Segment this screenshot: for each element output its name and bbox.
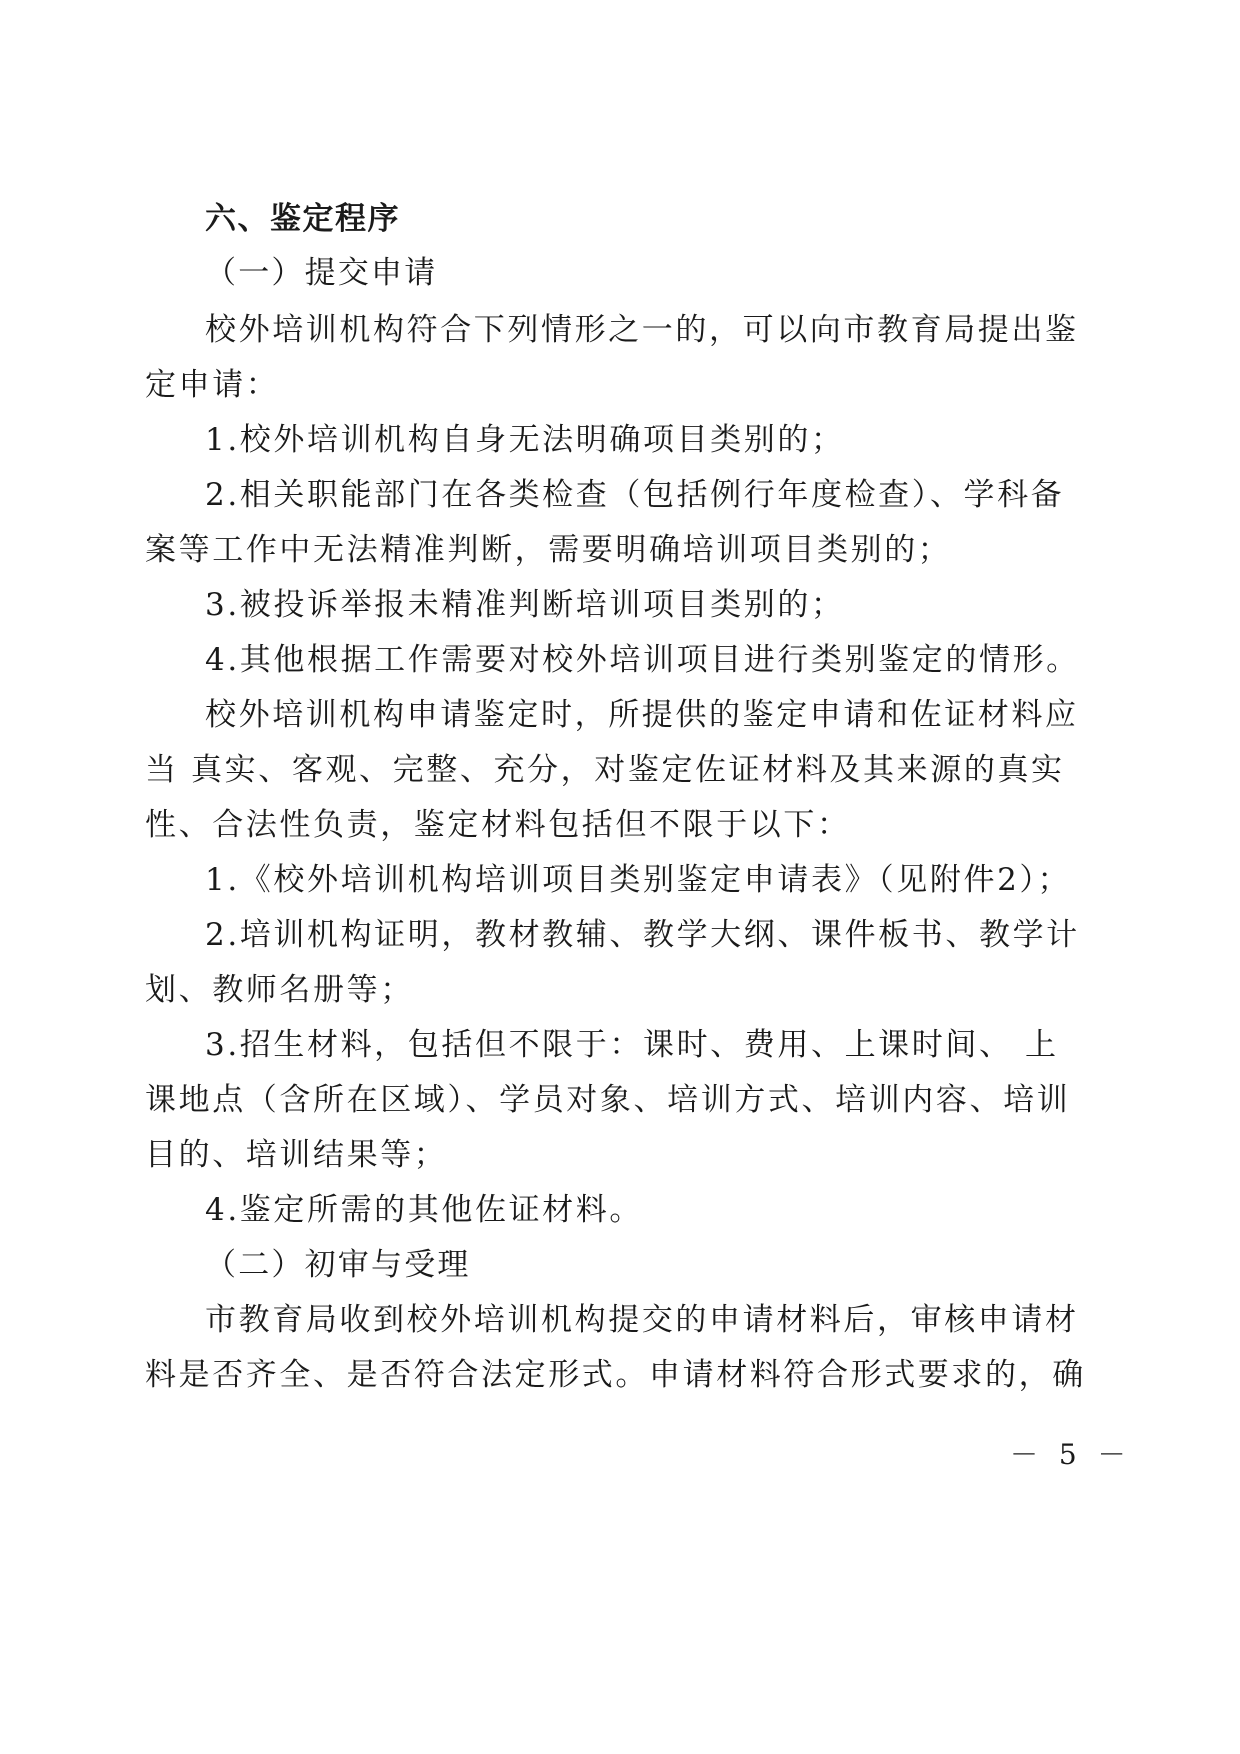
paragraph-line: 校外培训机构申请鉴定时，所提供的鉴定申请和佐证材料应 [205, 697, 1079, 733]
list-item: 1.校外培训机构自身无法明确项目类别的； [205, 422, 845, 458]
paragraph-line: 当 真实、客观、完整、充分，对鉴定佐证材料及其来源的真实 [145, 752, 1065, 788]
list-item: 3.招生材料，包括但不限于：课时、费用、上课时间、 上 [205, 1027, 1059, 1063]
list-item-continuation: 案等工作中无法精准判断，需要明确培训项目类别的； [145, 532, 952, 568]
section-heading: 六、鉴定程序 [205, 201, 400, 237]
list-item: 3.被投诉举报未精准判断培训项目类别的； [205, 587, 845, 623]
list-item: 4.其他根据工作需要对校外培训项目进行类别鉴定的情形。 [205, 642, 1080, 678]
list-item-continuation: 课地点（含所在区域）、学员对象、培训方式、培训内容、培训 [145, 1082, 1071, 1118]
list-item: 1.《校外培训机构培训项目类别鉴定申请表》（见附件2）； [205, 862, 1072, 898]
paragraph-line: 定申请： [145, 367, 280, 403]
subsection-heading-review: （二）初审与受理 [205, 1247, 471, 1283]
list-item: 2.培训机构证明，教材教辅、教学大纲、课件板书、教学计 [205, 917, 1080, 953]
page-number: － 5 － [1010, 1438, 1132, 1471]
list-item-continuation: 目的、培训结果等； [145, 1137, 448, 1173]
paragraph-line: 市教育局收到校外培训机构提交的申请材料后，审核申请材 [205, 1302, 1079, 1338]
subsection-heading-submit: （一）提交申请 [205, 255, 438, 291]
list-item: 2.相关职能部门在各类检查（包括例行年度检查）、学科备 [205, 477, 1065, 513]
list-item-continuation: 划、教师名册等； [145, 972, 414, 1008]
paragraph-line: 料是否齐全、是否符合法定形式。申请材料符合形式要求的，确 [145, 1357, 1086, 1393]
paragraph-line: 校外培训机构符合下列情形之一的，可以向市教育局提出鉴 [205, 312, 1079, 348]
paragraph-line: 性、合法性负责，鉴定材料包括但不限于以下： [145, 807, 851, 843]
list-item: 4.鉴定所需的其他佐证材料。 [205, 1192, 643, 1228]
